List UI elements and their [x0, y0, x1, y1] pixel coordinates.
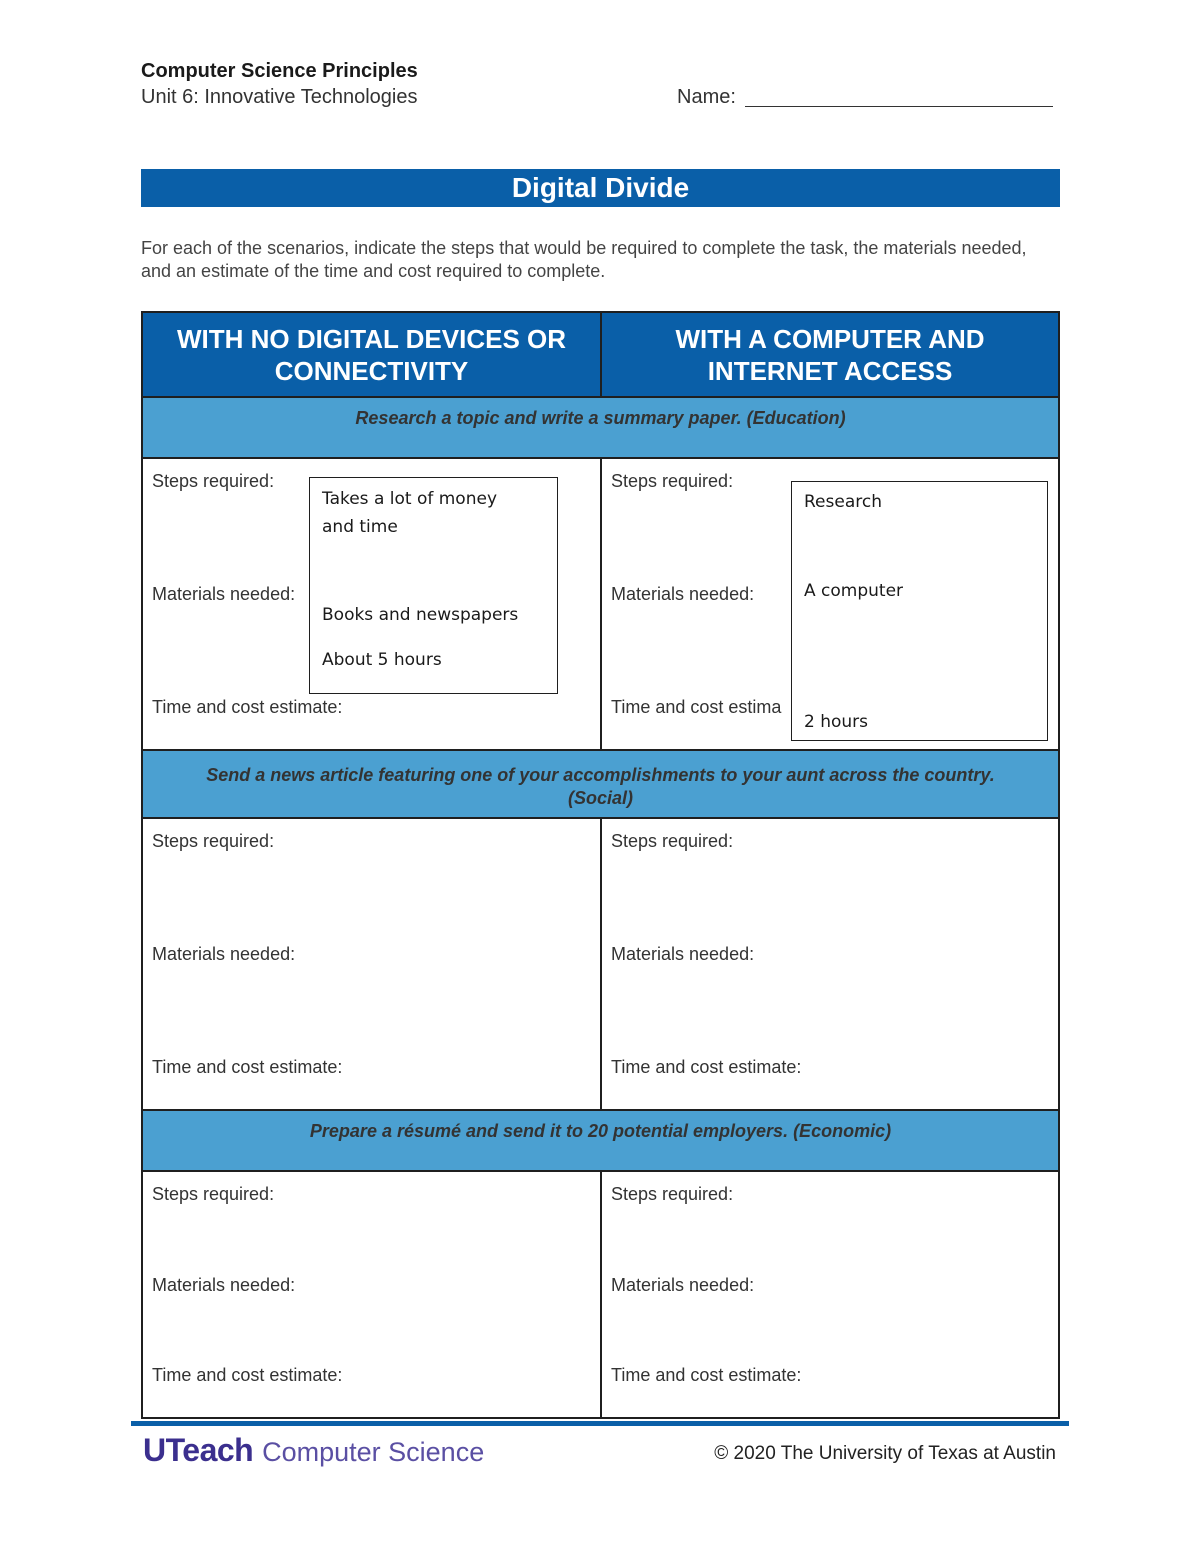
- answer-steps-line2: and time: [322, 517, 398, 537]
- materials-label: Materials needed:: [611, 584, 755, 604]
- materials-label: Materials needed:: [152, 1275, 296, 1295]
- scenario-prompt: Research a topic and write a summary paper. (Education): [355, 408, 846, 428]
- time-cost-label: Time and cost estimate:: [611, 1057, 802, 1077]
- time-cost-label: Time and cost estimate:: [152, 1057, 343, 1077]
- scenario-prompt: Prepare a résumé and send it to 20 potential employers. (Economic): [309, 1121, 892, 1141]
- name-blank-line[interactable]: [745, 106, 1053, 107]
- scenario-prompt-line1: Send a news article featuring one of your accomplishments to your aunt across the country.: [206, 765, 995, 785]
- scenario-row-social: [141, 749, 1060, 819]
- scenario-prompt-line2: (Social): [567, 788, 633, 808]
- materials-label: Materials needed:: [152, 944, 296, 964]
- time-cost-label: Time and cost estimate:: [611, 1365, 802, 1385]
- materials-label: Materials needed:: [152, 584, 296, 604]
- logo-text: Computer Science: [262, 1437, 485, 1467]
- materials-label: Materials needed:: [611, 944, 755, 964]
- footer-rule: [131, 1421, 1069, 1426]
- uteach-logo: [143, 1432, 484, 1469]
- scenario-row-economic: [141, 1109, 1060, 1172]
- answer-time-cost: 2 hours: [804, 712, 869, 732]
- cell-no-digital-economic[interactable]: [141, 1170, 602, 1419]
- time-cost-label: Time and cost estimate:: [152, 697, 343, 717]
- cell-no-digital-education: [141, 457, 602, 751]
- unit-title: Unit 6: Innovative Technologies: [141, 86, 418, 108]
- steps-label: Steps required:: [152, 1184, 275, 1204]
- time-cost-label: Time and cost estimate:: [152, 1365, 343, 1385]
- steps-label: Steps required:: [611, 471, 734, 491]
- cell-computer-social[interactable]: [600, 817, 1060, 1111]
- name-label: Name:: [677, 86, 736, 108]
- answer-materials: Books and newspapers: [322, 605, 519, 625]
- materials-label: Materials needed:: [611, 1275, 755, 1295]
- scenario-row-education: [141, 396, 1060, 459]
- logo-bold: UTeach: [143, 1432, 254, 1468]
- answer-materials: A computer: [804, 581, 904, 601]
- answer-steps: Research: [804, 492, 882, 512]
- time-cost-label: Time and cost estima: [611, 697, 782, 717]
- answer-box-no-digital[interactable]: [309, 477, 558, 694]
- scenario-table: [141, 311, 1060, 1419]
- cell-computer-economic[interactable]: [600, 1170, 1060, 1419]
- steps-label: Steps required:: [611, 1184, 734, 1204]
- column-header-label: WITH NO DIGITAL DEVICES OR CONNECTIVITY: [176, 323, 567, 386]
- page-title: Digital Divide: [511, 172, 690, 203]
- column-header-label: WITH A COMPUTER AND INTERNET ACCESS: [675, 323, 985, 386]
- steps-label: Steps required:: [152, 831, 275, 851]
- answer-time-cost: About 5 hours: [322, 650, 442, 670]
- steps-label: Steps required:: [152, 471, 275, 491]
- answer-box-computer[interactable]: [791, 481, 1048, 741]
- steps-label: Steps required:: [611, 831, 734, 851]
- cell-no-digital-social[interactable]: [141, 817, 602, 1111]
- column-header-computer: [600, 311, 1060, 398]
- course-title: Computer Science Principles: [141, 60, 418, 82]
- instructions: For each of the scenarios, indicate the steps that would be required to complete the task, the materials needed, and an estimate of the time and cost required to complete.: [141, 238, 1027, 281]
- title-banner: [141, 169, 1060, 207]
- copyright: © 2020 The University of Texas at Austin: [714, 1443, 1056, 1464]
- column-header-no-digital: [141, 311, 602, 398]
- cell-computer-education: [600, 457, 1060, 751]
- answer-steps-line1: Takes a lot of money: [322, 489, 498, 509]
